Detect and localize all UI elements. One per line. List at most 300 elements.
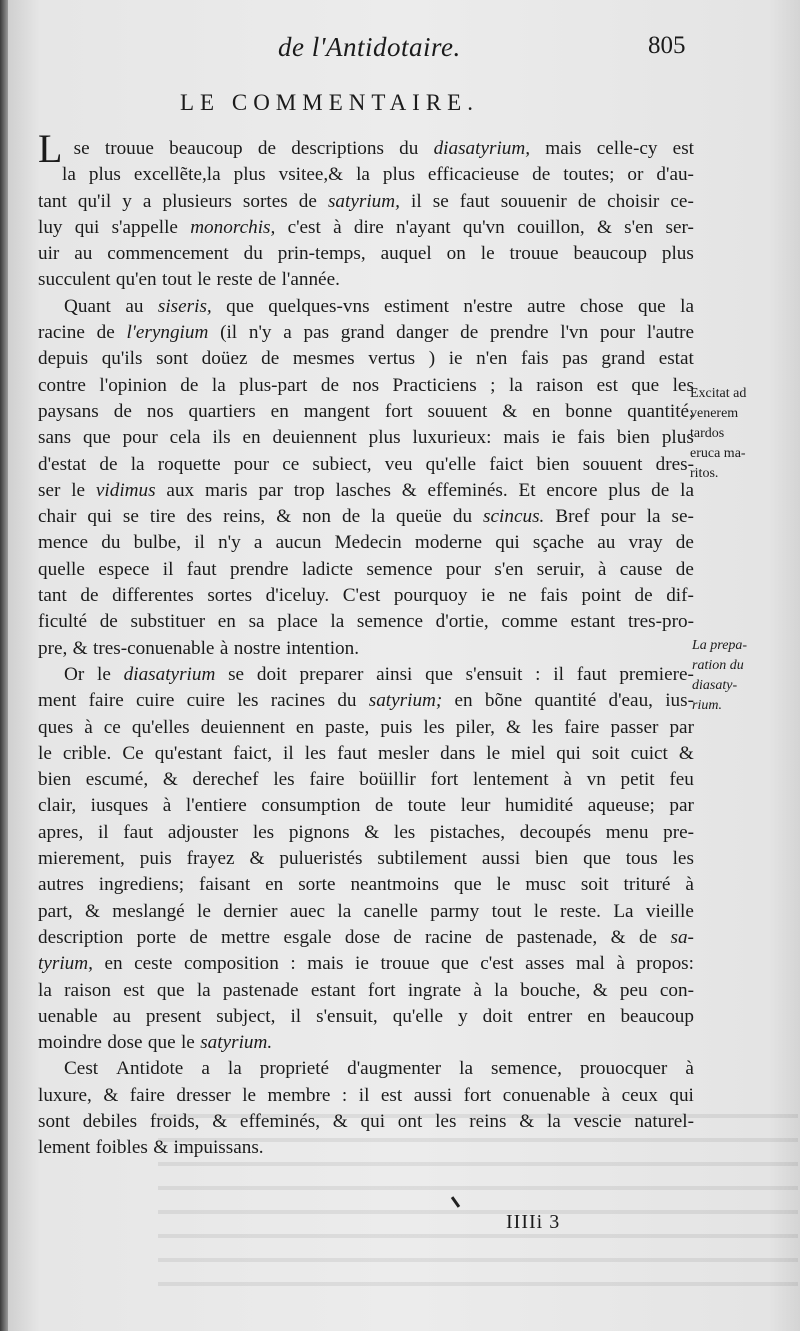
word: la [546,1110,561,1132]
word: grand [601,348,646,370]
word: effeminés, [239,1110,321,1132]
word: dresser [176,1084,231,1106]
word: s'ensuit, [316,1005,378,1027]
word: sans [38,427,72,449]
running-title: de l'Antidotaire. [278,32,461,62]
word: pignons [288,821,350,843]
word: monorchis, [190,216,276,238]
word: ser [38,479,61,501]
word: non [302,506,331,528]
word: d'au- [656,164,694,186]
word: Antidote [116,1058,184,1080]
word: c'est [480,953,514,975]
text-line [38,530,694,556]
margin-note-line: ration du [692,658,744,673]
word: fort [367,979,396,1001]
word: pastenade, [516,926,598,948]
word: naturel- [634,1110,694,1132]
text-line [38,126,694,171]
word: faict [489,453,524,475]
word: cuire [136,690,175,712]
word: trituré [623,874,671,896]
word: puis [139,848,172,870]
word: en [265,874,284,896]
word: le [197,269,212,291]
word: semence, [491,1058,562,1080]
word: le [38,742,52,764]
word: decoupés [519,821,592,843]
word: mesmes [292,348,355,370]
word: toute [407,795,447,817]
word: les [672,848,694,870]
word: pulueristés [279,848,363,870]
word: toutes; [563,164,615,186]
word: la [130,453,145,475]
word: : [341,1084,348,1106]
word: de [257,138,276,159]
word: ; [490,374,496,396]
text-line [38,189,694,215]
word: les [531,716,554,738]
word: or [627,164,644,186]
text-line [38,320,694,346]
word: plus [88,164,121,186]
word: (il [220,322,238,344]
word: dire [353,216,384,238]
word: de [675,558,694,580]
word: le [242,1084,257,1106]
word: pour [233,453,269,475]
word: de [375,795,394,817]
word: de [577,190,597,212]
word: se [122,506,139,528]
word: les [423,716,445,738]
text-line [38,583,694,609]
word: de [485,926,504,948]
word: conuenable [502,1084,591,1106]
word: qu'il [77,190,112,212]
word: le [180,1032,195,1054]
word: ingrate [407,979,462,1001]
word: aqueuse; [587,795,655,817]
word: l'autre [646,322,694,344]
word: ainsi [376,663,413,685]
word: y [458,1005,468,1027]
word: l'entiere [185,795,247,817]
word: plus [608,479,641,501]
word: excellẽte,la [133,164,221,186]
word: roquette [157,453,221,475]
word: doüez [201,348,248,370]
word: quelques-vns [268,295,370,317]
word: tous [625,848,658,870]
book-page [8,0,800,1331]
word: luxurieux: [412,427,492,449]
text-line [38,978,694,1004]
word: en [454,690,473,712]
word: chair [38,506,77,528]
word: depuis [38,348,89,370]
text-line [38,373,694,399]
word: entrer [527,1005,573,1027]
word: des [186,506,213,528]
word: miel [511,742,546,764]
word: le [496,874,511,896]
word: & [596,216,612,238]
word: porte [136,926,177,948]
word: pour [599,322,636,344]
word: substituer [130,611,206,633]
word: à [685,1058,694,1080]
word: soit [580,874,609,896]
text-line [38,1030,694,1056]
margin-note-excitat [690,384,770,484]
word: d'iceluy. [265,585,330,607]
text-line [38,688,694,714]
word: mence [38,532,89,554]
word: prendre [229,558,289,580]
word: con- [659,979,694,1001]
word: de [189,926,208,948]
word: meslangé [112,900,185,922]
word: semence [356,611,423,633]
word: scincus. [483,506,545,528]
word: faut [576,663,607,685]
word: mettre [221,926,271,948]
word: qui [556,742,581,764]
word: au [597,532,616,554]
word: sa- [670,926,694,948]
word: s'ensuit [465,663,523,685]
word: celle-cy [596,138,658,159]
word: a [201,1058,210,1080]
text-line [38,820,694,846]
word: subiect, [312,453,372,475]
word: lement [38,1137,91,1159]
word: Or [64,663,85,685]
word: & [505,716,521,738]
word: le [97,663,111,685]
word: petit [620,769,655,791]
word: qu'elle [392,1005,444,1027]
word: trop [293,479,325,501]
word: Medecin [334,532,402,554]
word: La [613,900,634,922]
word: ie [551,427,566,449]
word: composition [183,953,279,975]
word: qu'elle [425,453,477,475]
word: ont [397,1110,423,1132]
word: pre, [38,637,68,659]
word: estant [570,611,616,633]
word: s'appelle [111,216,178,238]
word: Cest [64,1058,99,1080]
word: qui [360,1110,386,1132]
word: mais [545,138,582,159]
word: bonne [565,400,613,422]
word: propos: [636,953,694,975]
word: quartiers [188,400,256,422]
word: semence [366,558,433,580]
word: faut [337,742,367,764]
word: descriptions [291,138,384,159]
word: & [72,637,88,659]
text-line [38,1056,694,1082]
word: adjouster [167,821,239,843]
text-line [38,215,694,241]
text-line [38,1109,694,1135]
word: que [453,874,482,896]
word: sont [38,1110,70,1132]
word: que [441,953,469,975]
word: piler, [455,716,495,738]
word: plus [661,427,694,449]
word: : [290,953,296,975]
word: par [669,716,694,738]
word: & [332,1110,348,1132]
word: tout [161,269,192,291]
word: siseris, [157,295,212,317]
word: l'opinion [99,374,167,396]
text-line [38,767,694,793]
word: ladicte [301,558,354,580]
word: diasatyrium [123,663,216,685]
word: trouue [509,243,559,265]
word: quantité, [627,400,694,422]
word: il [162,558,174,580]
word: derechef [192,769,259,791]
word: mais [307,953,344,975]
text-line [38,162,694,188]
word: à [162,795,172,817]
word: bien [616,427,650,449]
word: fais [540,585,568,607]
word: de [638,926,658,948]
word: de [99,611,118,633]
word: luxure, [38,1084,92,1106]
word: sa [248,611,265,633]
word: ques [38,716,74,738]
word: les [435,1110,457,1132]
word: de [341,506,361,528]
word: de [258,269,277,291]
word: qui [87,506,112,528]
word: que [425,663,453,685]
word: il [290,1005,302,1027]
word: il [410,190,422,212]
word: raison [64,979,112,1001]
word: point [581,585,621,607]
word: en [295,716,315,738]
word: vertus [368,348,416,370]
word: bien [535,848,569,870]
word: uir [38,243,60,265]
word: faisant [199,874,251,896]
word: & [610,926,626,948]
word: en [242,427,261,449]
word: moindre [38,1032,102,1054]
word: le [197,900,211,922]
word: preparer [299,663,364,685]
word: doit [482,1005,513,1027]
word: à [84,716,93,738]
word: en [217,611,236,633]
word: auec [289,900,326,922]
word: il [553,663,564,685]
text-line [38,662,694,688]
word: ser- [665,216,694,238]
text-line [38,557,694,583]
word: à [473,979,482,1001]
word: n'y [218,532,241,554]
word: l'année. [281,269,340,291]
word: plus [368,427,401,449]
word: quelle [38,558,85,580]
word: fais [520,348,549,370]
word: estiment [383,295,449,317]
margin-note-line: ritos. [690,466,719,481]
word: vray [628,532,663,554]
word: nos [146,400,174,422]
word: aussi [481,848,521,870]
word: & [678,742,694,764]
word: estat [658,348,694,370]
word: se [73,138,90,159]
word: tout [491,900,522,922]
word: la [646,506,661,528]
word: succulent [38,269,111,291]
text-line [38,846,694,872]
word: racine [38,322,85,344]
word: tres-conuenable [92,637,215,659]
word: est [672,138,694,159]
word: les [672,374,694,396]
word: comme [501,611,558,633]
margin-note-line: Excitat ad [690,386,747,401]
word: la [211,374,226,396]
word: sortes [207,585,253,607]
word: il [358,1084,370,1106]
word: à [685,874,694,896]
word: espece [98,558,150,580]
word: tant [38,190,67,212]
word: impuissans. [173,1137,264,1159]
word: Ce [122,742,144,764]
word: encore [546,479,598,501]
word: dres- [655,453,694,475]
word: tyrium, [38,953,93,975]
word: quantité [534,690,597,712]
word: crible. [62,742,112,764]
word: differentes [112,585,194,607]
word: reste [216,269,253,291]
word: racine [424,926,472,948]
text-line [38,294,694,320]
word: & [103,1084,119,1106]
word: de [675,532,694,554]
word: qui [495,532,520,554]
margin-note-preparation [692,636,772,716]
word: faut [123,821,154,843]
word: apres, [38,821,84,843]
word: bõne [484,690,523,712]
word: queüe [396,506,442,528]
word: & [401,479,417,501]
word: ie [481,585,495,607]
word: souuent [427,400,488,422]
word: aux [166,479,195,501]
word: plus [382,164,415,186]
word: du [243,243,263,265]
word: s'en [624,216,654,238]
word: humidité [504,795,574,817]
word: est [123,979,145,1001]
word: qu'en [115,269,157,291]
word: paysans [38,400,99,422]
word: ius- [665,690,694,712]
word: ce [282,453,300,475]
word: les [393,821,416,843]
word: la [356,164,370,186]
word: les [237,690,259,712]
word: & [162,769,178,791]
word: la [508,374,523,396]
word: cela [169,427,201,449]
word: de [261,348,280,370]
word: efficacieuse [427,164,520,186]
signature-mark: IIIIi 3 [506,1211,561,1233]
word: le [486,742,501,764]
word: en [587,1005,606,1027]
word: & [212,1110,228,1132]
text-line [38,241,694,267]
word: ficulté [38,611,88,633]
word: & [364,821,380,843]
word: bulbe, [133,532,182,554]
text-line [38,425,694,451]
word: la [227,1058,242,1080]
word: la [330,611,345,633]
margin-note-line: tardos [690,426,725,441]
word: à [597,558,607,580]
word: pourquoy [393,585,468,607]
text-line [38,504,694,530]
word: part, [38,900,73,922]
word: il [194,532,205,554]
word: au [112,1005,131,1027]
word: plusieurs [162,190,232,212]
word: autre [527,295,566,317]
word: ne [508,585,527,607]
word: dans [440,742,476,764]
word: les [273,769,295,791]
word: veu [384,453,413,475]
word: de [80,585,99,607]
text-line [38,636,694,662]
word: aussi [413,1084,453,1106]
word: qu'elles [131,716,190,738]
word: s'en [494,558,524,580]
word: ceste [134,953,173,975]
word: ingrediens; [98,874,185,896]
word: sortes [242,190,288,212]
word: au [74,243,93,265]
word: ) [428,348,436,370]
word: & [502,400,518,422]
word: present [145,1005,202,1027]
word: auquel [380,243,432,265]
word: boüillir [359,769,416,791]
